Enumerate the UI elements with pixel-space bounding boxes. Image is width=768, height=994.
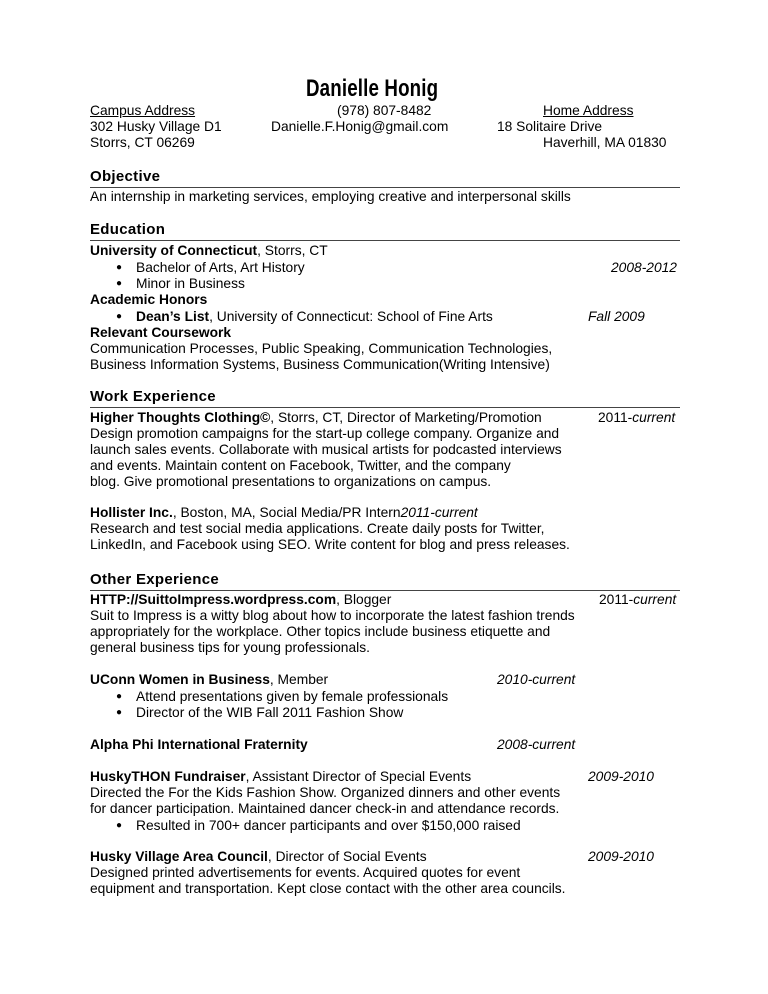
activity-bullet-item: Director of the WIB Fall 2011 Fashion Show	[136, 705, 404, 720]
activity-role: , Blogger	[336, 592, 392, 607]
other-heading: Other Experience	[90, 571, 220, 588]
objective-text: An internship in marketing services, employing creative and interpersonal skills	[90, 189, 571, 204]
job-desc-line: launch sales events. Collaborate with musical artists for podcasted interviews	[90, 442, 562, 457]
activity-desc-line: Directed the For the Kids Fashion Show. Organized dinners and other events	[90, 785, 561, 800]
campus-address-label: Campus Address	[90, 103, 196, 118]
bullet-icon: ●	[116, 691, 123, 702]
job-desc-line: Research and test social media applications. Create daily posts for Twitter,	[90, 521, 545, 536]
honor-item	[136, 309, 493, 325]
activity-org: Alpha Phi International Fraternity	[90, 737, 308, 752]
honor-detail: , University of Connecticut: School of Fine Arts	[209, 309, 493, 324]
job-role: , Boston, MA, Social Media/PR Intern	[172, 505, 401, 520]
job-role: , Storrs, CT, Director of Marketing/Promotion	[270, 410, 542, 425]
activity-desc-line: equipment and transportation. Kept close contact with the other area councils.	[90, 881, 566, 896]
job-dates: 2011-current	[400, 505, 478, 520]
email-address: Danielle.F.Honig@gmail.com	[271, 119, 449, 134]
school-name: University of Connecticut	[90, 243, 258, 258]
activity-title-line	[90, 592, 391, 608]
honors-heading: Academic Honors	[90, 292, 208, 307]
activity-role: , Director of Social Events	[267, 849, 427, 864]
degree-item: Bachelor of Arts, Art History	[136, 260, 305, 275]
minor-item: Minor in Business	[136, 276, 245, 291]
activity-org: HTTP://SuittoImpress.wordpress.com	[90, 592, 337, 607]
job-desc-line: and events. Maintain content on Facebook, Twitter, and the company	[90, 458, 511, 473]
job-desc-line: LinkedIn, and Facebook using SEO. Write content for blog and press releases.	[90, 537, 570, 552]
activity-title-line	[90, 769, 471, 785]
bullet-icon: ●	[116, 278, 123, 289]
bullet-icon: ●	[116, 820, 123, 831]
honor-date: Fall 2009	[588, 309, 645, 324]
job-title-line	[90, 505, 478, 521]
phone-number: (978) 807-8482	[337, 103, 432, 118]
activity-org: HuskyTHON Fundraiser	[90, 769, 246, 784]
candidate-name: Danielle Honig	[306, 75, 439, 102]
honor-title: Dean’s List	[136, 309, 210, 324]
activity-dates: 2008-current	[497, 737, 576, 752]
activity-desc-line: Suit to Impress is a witty blog about how to incorporate the latest fashion trends	[90, 608, 575, 623]
activity-desc-line: Designed printed advertisements for events. Acquired quotes for event	[90, 865, 521, 880]
activity-dates: 2011-current	[599, 592, 677, 607]
section-divider	[90, 240, 680, 241]
activity-role: , Assistant Director of Special Events	[245, 769, 472, 784]
activity-title-line	[90, 849, 427, 865]
coursework-line: Business Information Systems, Business Communication(Writing Intensive)	[90, 357, 550, 372]
job-org: Hollister Inc.	[90, 505, 173, 520]
activity-org: Husky Village Area Council	[90, 849, 268, 864]
job-desc-line: blog. Give promotional presentations to organizations on campus.	[90, 474, 492, 489]
coursework-line: Communication Processes, Public Speaking, Communication Technologies,	[90, 341, 553, 356]
work-heading: Work Experience	[90, 388, 216, 405]
activity-desc-line: appropriately for the workplace. Other topics include business etiquette and	[90, 624, 551, 639]
activity-dates: 2009-2010	[588, 849, 654, 864]
activity-bullet-item: Resulted in 700+ dancer participants and over $150,000 raised	[136, 818, 521, 833]
objective-heading: Objective	[90, 168, 161, 185]
education-heading: Education	[90, 221, 166, 238]
activity-bullet-item: Attend presentations given by female professionals	[136, 689, 449, 704]
activity-org: UConn Women in Business	[90, 672, 270, 687]
section-divider	[90, 187, 680, 188]
activity-dates: 2009-2010	[588, 769, 654, 784]
degree-dates: 2008-2012	[611, 260, 677, 275]
job-title-line	[90, 410, 542, 426]
home-address-line1: 18 Solitaire Drive	[497, 119, 603, 134]
school-line	[90, 243, 328, 259]
bullet-icon: ●	[116, 262, 123, 273]
activity-desc-line: general business tips for young professionals.	[90, 640, 370, 655]
activity-title-line	[90, 672, 328, 688]
job-desc-line: Design promotion campaigns for the start-up college company. Organize and	[90, 426, 560, 441]
job-dates: 2011-current	[598, 410, 676, 425]
activity-role: , Member	[269, 672, 329, 687]
campus-address-line1: 302 Husky Village D1	[90, 119, 222, 134]
home-address-label: Home Address	[543, 103, 634, 118]
school-location: , Storrs, CT	[257, 243, 328, 258]
job-org: Higher Thoughts Clothing©	[90, 410, 271, 425]
section-divider	[90, 407, 680, 408]
section-divider	[90, 590, 680, 591]
campus-address-line2: Storrs, CT 06269	[90, 135, 195, 150]
bullet-icon: ●	[116, 707, 123, 718]
activity-desc-line: for dancer participation. Maintained dancer check-in and attendance records.	[90, 801, 560, 816]
coursework-heading: Relevant Coursework	[90, 325, 232, 340]
home-address-line2: Haverhill, MA 01830	[543, 135, 667, 150]
activity-dates: 2010-current	[497, 672, 576, 687]
bullet-icon: ●	[116, 311, 123, 322]
